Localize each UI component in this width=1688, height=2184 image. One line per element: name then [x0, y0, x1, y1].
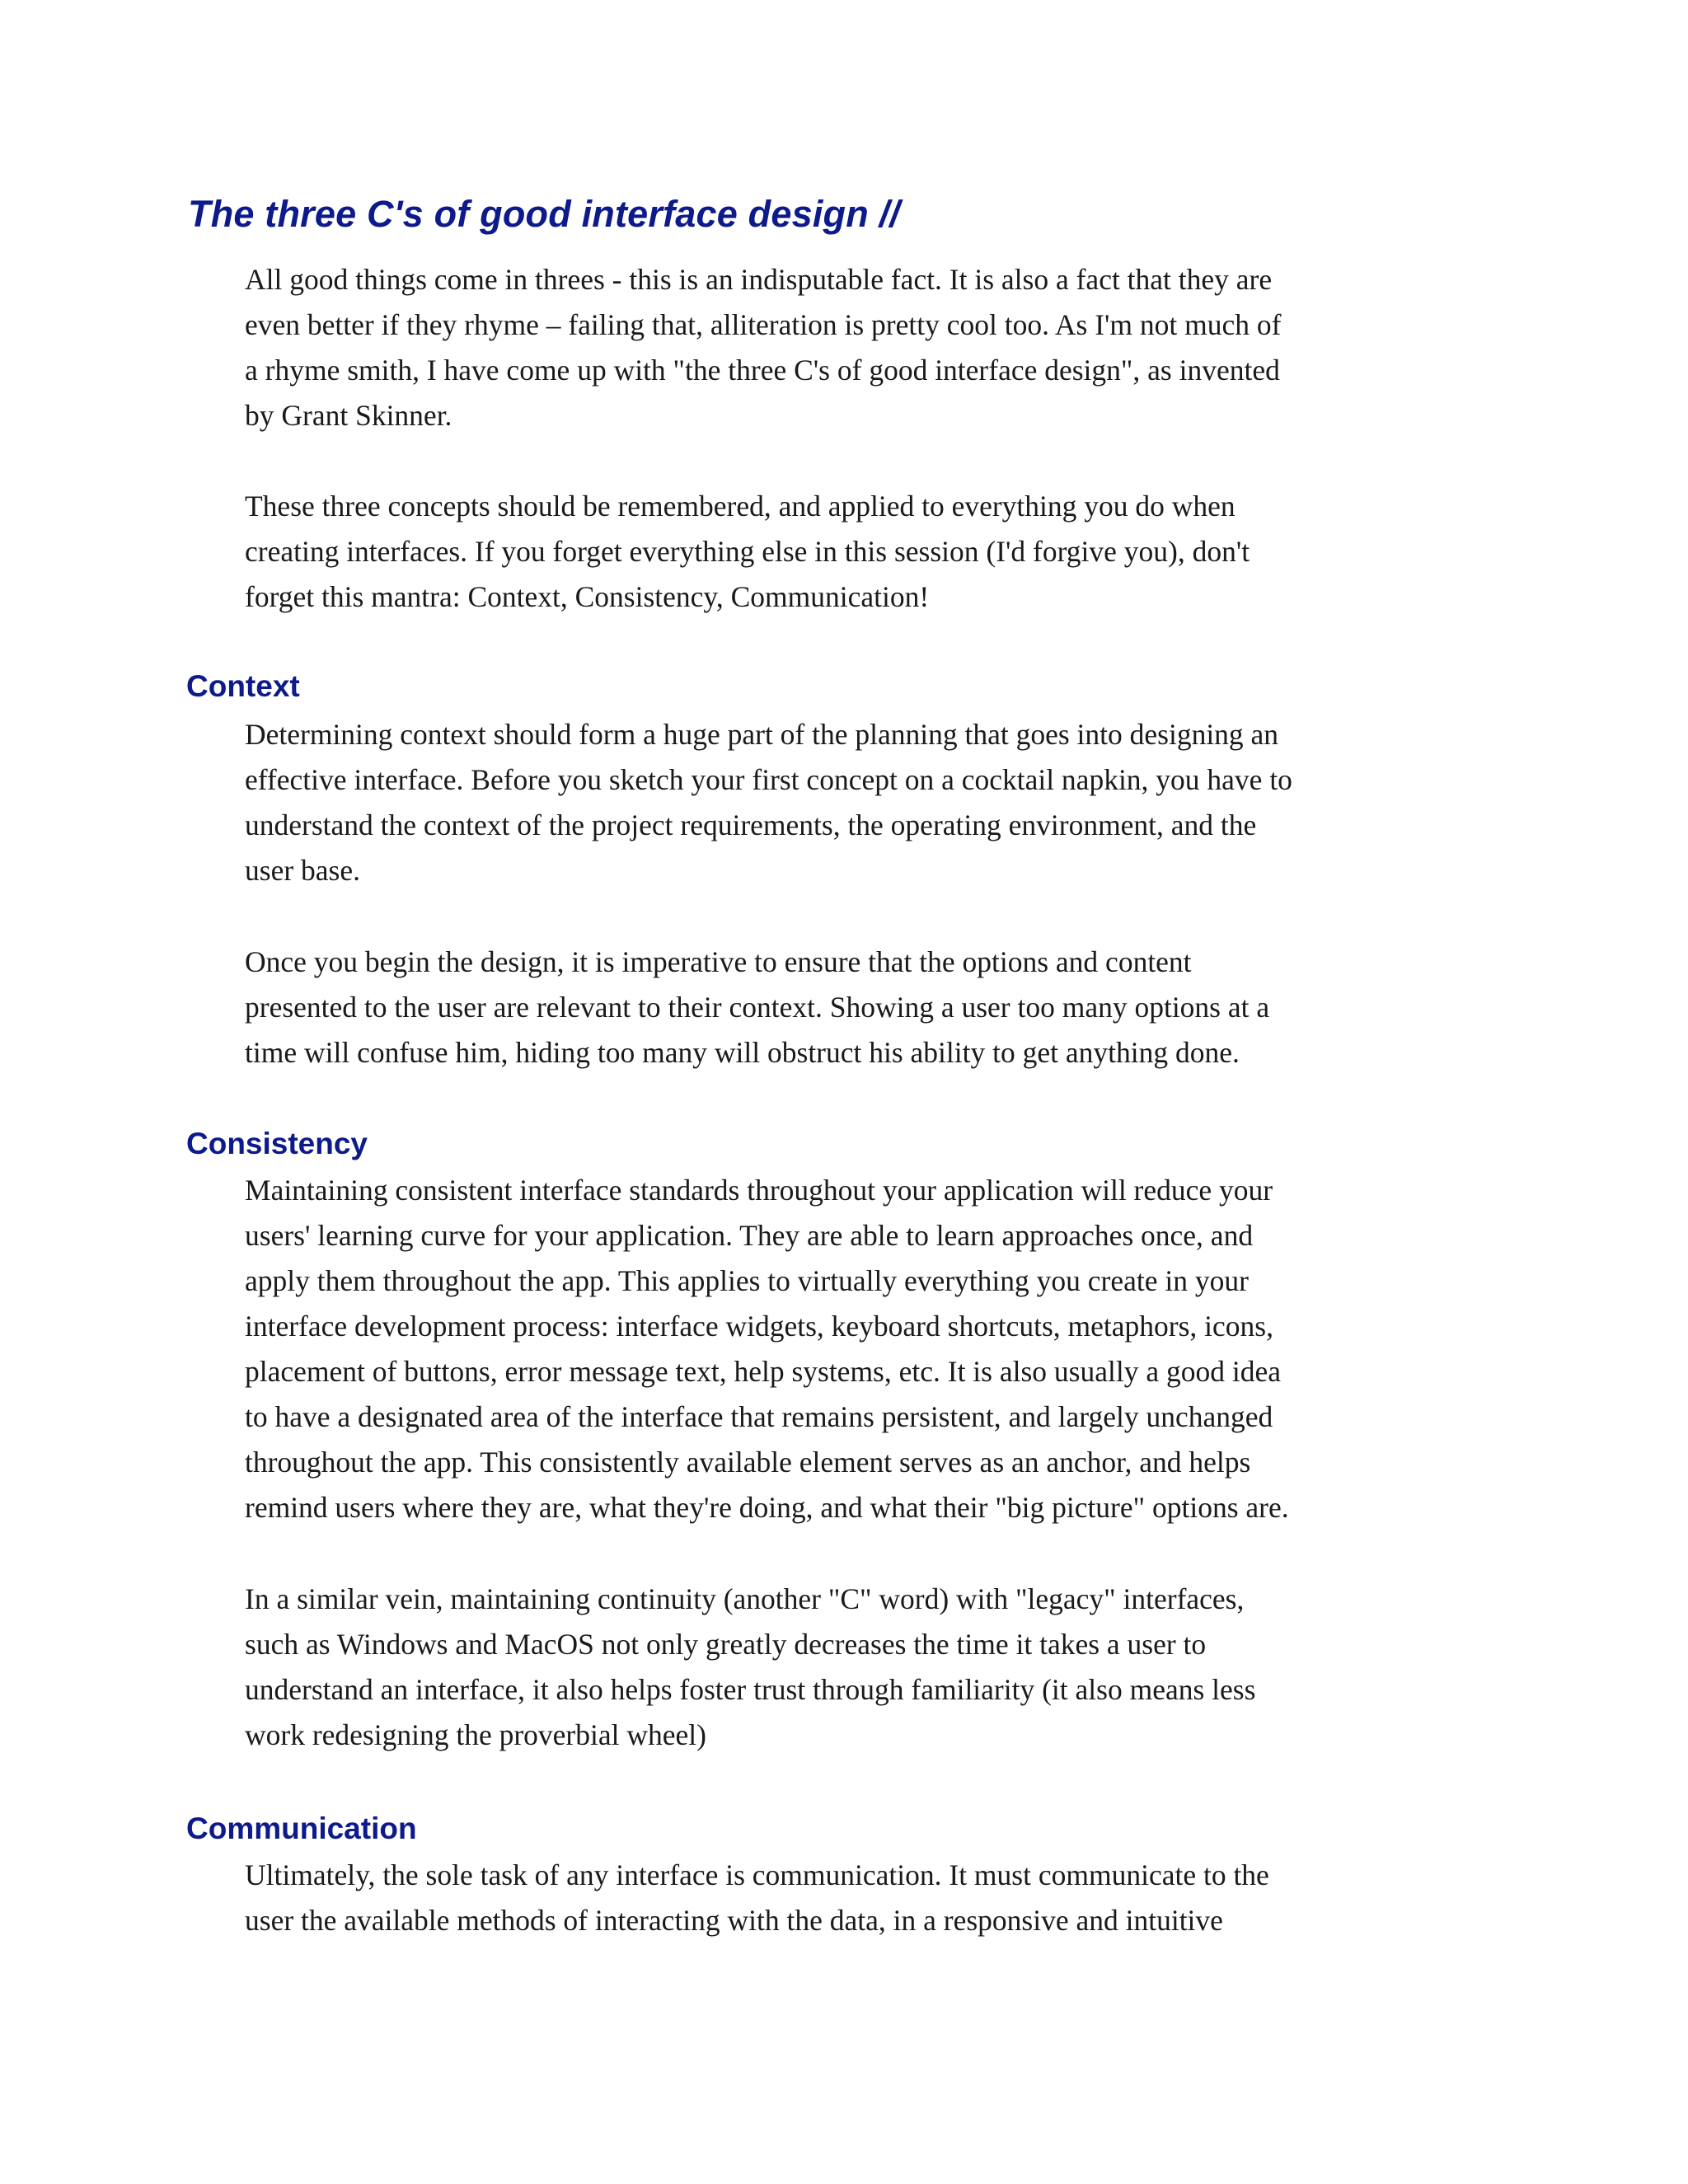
text-line: Maintaining consistent interface standards throughout your application will reduce your — [245, 1174, 1273, 1207]
text-line: forget this mantra: Context, Consistency, Communication! — [245, 580, 930, 613]
consistency-paragraph-2 — [245, 1577, 1432, 1758]
communication-paragraph-1 — [245, 1853, 1432, 1943]
text-line: users' learning curve for your application. They are able to learn approaches once, and — [245, 1219, 1254, 1252]
text-line: apply them throughout the app. This applies to virtually everything you create in your — [245, 1264, 1249, 1297]
text-line: to have a designated area of the interface that remains persistent, and largely unchanged — [245, 1400, 1273, 1433]
text-line: presented to the user are relevant to their context. Showing a user too many options at a — [245, 991, 1270, 1024]
section-heading-context: Context — [186, 669, 300, 703]
text-line: understand the context of the project requirements, the operating environment, and the — [245, 808, 1257, 841]
text-line: by Grant Skinner. — [245, 399, 452, 432]
text-line: understand an interface, it also helps foster trust through familiarity (it also means less — [245, 1673, 1256, 1706]
section-heading-communication: Communication — [186, 1811, 417, 1845]
text-line: All good things come in threes - this is an indisputable fact. It is also a fact that they are — [245, 263, 1273, 296]
text-line: a rhyme smith, I have come up with "the three C's of good interface design", as invented — [245, 354, 1280, 387]
intro-paragraph-1 — [245, 257, 1432, 438]
text-line: time will confuse him, hiding too many will obstruct his ability to get anything done. — [245, 1036, 1240, 1069]
intro-paragraph-2 — [245, 484, 1432, 620]
page-title: The three C's of good interface design // — [188, 193, 901, 235]
text-line: creating interfaces. If you forget everything else in this session (I'd forgive you), don't — [245, 535, 1250, 568]
text-line: placement of buttons, error message text, help systems, etc. It is also usually a good idea — [245, 1355, 1281, 1388]
section-heading-consistency: Consistency — [186, 1127, 368, 1160]
context-paragraph-2 — [245, 940, 1432, 1076]
text-line: user the available methods of interacting with the data, in a responsive and intuitive — [245, 1904, 1223, 1937]
text-line: user base. — [245, 854, 360, 887]
text-line: even better if they rhyme – failing that, alliteration is pretty cool too. As I'm not much of — [245, 308, 1282, 341]
text-line: throughout the app. This consistently available element serves as an anchor, and helps — [245, 1446, 1251, 1479]
text-line: Determining context should form a huge part of the planning that goes into designing an — [245, 718, 1279, 751]
context-paragraph-1 — [245, 712, 1432, 893]
text-line: effective interface. Before you sketch your first concept on a cocktail napkin, you have to — [245, 763, 1292, 796]
text-line: In a similar vein, maintaining continuity (another "C" word) with "legacy" interfaces, — [245, 1582, 1245, 1615]
consistency-paragraph-1 — [245, 1168, 1432, 1530]
text-line: These three concepts should be remembered, and applied to everything you do when — [245, 490, 1236, 523]
text-line: remind users where they are, what they're doing, and what their "big picture" options are. — [245, 1491, 1289, 1524]
text-line: such as Windows and MacOS not only greatly decreases the time it takes a user to — [245, 1628, 1207, 1661]
text-line: work redesigning the proverbial wheel) — [245, 1718, 706, 1751]
text-line: Once you begin the design, it is imperative to ensure that the options and content — [245, 945, 1192, 978]
text-line: interface development process: interface widgets, keyboard shortcuts, metaphors, icons, — [245, 1310, 1273, 1343]
text-line: Ultimately, the sole task of any interface is communication. It must communicate to the — [245, 1858, 1269, 1891]
